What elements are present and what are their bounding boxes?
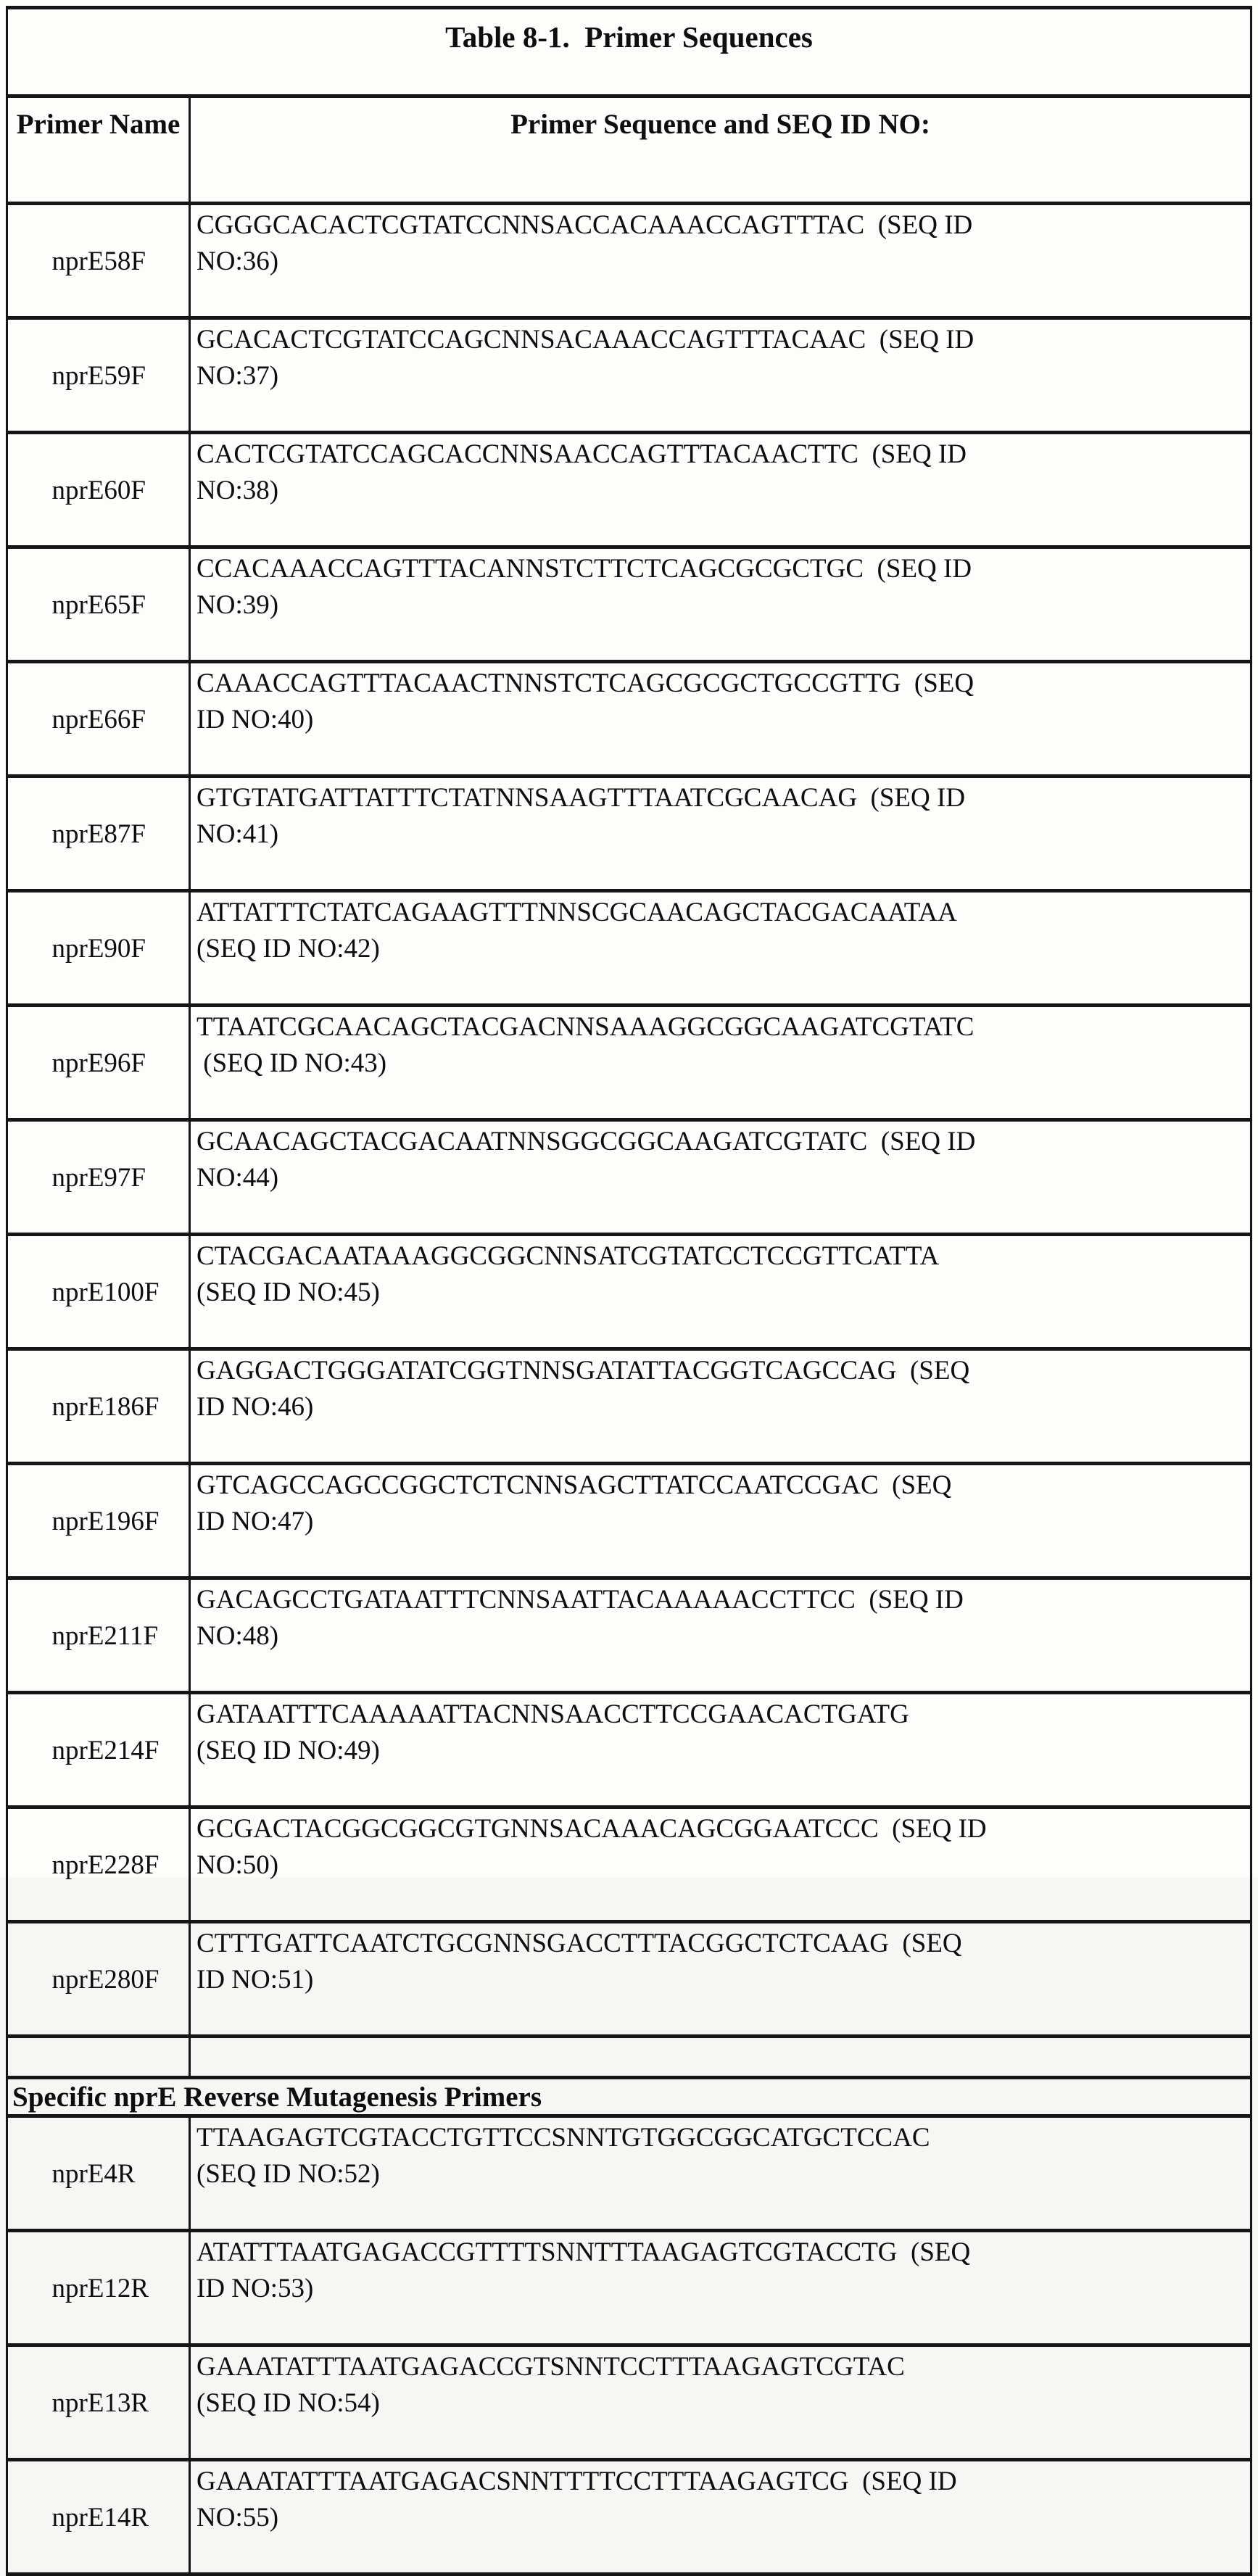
primer-sequence-line1: GAAATATTTAATGAGACSNNTTTTCCTTTAAGAGTCG (SEQ ID [196,2467,957,2496]
primer-name: nprE280F [51,1965,160,1995]
primer-name: nprE196F [51,1507,160,1536]
primer-sequence-line1: ATATTTAATGAGACCGTTTTSNNTTTAAGAGTCGTACCTG (SEQ [196,2237,971,2267]
primer-sequence-cell [190,2345,1251,2460]
empty-row [7,2037,1251,2078]
table-row [7,2460,1251,2575]
table-row [7,776,1251,891]
primer-sequence-cell [190,891,1251,1006]
primer-sequence-cell [190,1578,1251,1693]
primer-sequence-cell [190,1807,1251,1922]
primer-name: nprE96F [51,1048,146,1078]
primer-name: nprE87F [51,819,146,849]
primer-sequence-cell [190,2460,1251,2575]
primer-sequence-line1: GAGGACTGGGATATCGGTNNSGATATTACGGTCAGCCAG (SEQ [196,1356,970,1386]
forward-primer-rows [7,204,1251,2037]
primer-sequence-line1: CTACGACAATAAAGGCGGCNNSATCGTATCCTCCGTTCATTA [196,1241,940,1271]
primer-name-cell [7,318,190,433]
primer-sequence-line2: NO:36) [196,247,279,276]
primer-sequence-line1: TTAATCGCAACAGCTACGACNNSAAAGGCGGCAAGATCGTATC [196,1012,974,1042]
primer-sequence-line1: CGGGCACACTCGTATCCNNSACCACAAACCAGTTTAC (SEQ ID [196,210,973,240]
table-row [7,547,1251,662]
table-row [7,2231,1251,2345]
primer-sequence-line2: NO:41) [196,819,279,849]
primer-sequence-line1: CTTTGATTCAATCTGCGNNSGACCTTTACGGCTCTCAAG (SEQ [196,1929,962,1958]
primer-name-cell [7,2231,190,2345]
table-row [7,1349,1251,1464]
primer-sequence-line2: (SEQ ID NO:42) [196,934,380,964]
table-row [7,2345,1251,2460]
primer-sequence-cell [190,547,1251,662]
primer-sequence-cell [190,433,1251,547]
primer-name-cell [7,2345,190,2460]
primer-name: nprE65F [51,590,146,620]
primer-name-cell [7,1235,190,1349]
primer-name: nprE97F [51,1163,146,1193]
table-title: Table 8-1. Primer Sequences [7,8,1251,96]
primer-name-cell [7,204,190,318]
primer-sequence-cell [190,1349,1251,1464]
table-row [7,891,1251,1006]
primer-name-cell [7,2116,190,2231]
primer-sequence-line1: GAAATATTTAATGAGACCGTSNNTCCTTTAAGAGTCGTAC [196,2352,905,2382]
primer-name: nprE186F [51,1392,160,1422]
primer-name-cell [7,1349,190,1464]
primer-name-cell [7,662,190,776]
primer-sequence-cell [190,662,1251,776]
primer-sequence-cell [190,1922,1251,2037]
primer-sequence-line2: ID NO:51) [196,1965,314,1995]
primer-sequence-line2: (SEQ ID NO:49) [196,1736,380,1765]
empty-sequence-cell [190,2037,1251,2078]
table-header-row [7,96,1251,204]
primer-name-cell [7,2460,190,2575]
primer-sequence-cell [190,318,1251,433]
primer-sequence-line2: (SEQ ID NO:52) [196,2159,380,2189]
primer-name: nprE66F [51,705,146,734]
primer-sequence-cell [190,1464,1251,1578]
primer-sequence-cell [190,1120,1251,1235]
column-header-primer-name: Primer Name [7,96,190,204]
primer-sequence-line2: ID NO:53) [196,2274,314,2303]
primer-name-cell [7,776,190,891]
table-title-row [7,8,1251,96]
primer-sequence-line1: GTGTATGATTATTTCTATNNSAAGTTTAATCGCAACAG (SEQ ID [196,783,966,813]
spacer-and-section [7,2037,1251,2116]
table-row [7,204,1251,318]
primer-sequence-cell [190,776,1251,891]
primer-name: nprE59F [51,361,146,391]
primer-name-cell [7,1922,190,2037]
table-row [7,1807,1251,1922]
primer-name: nprE214F [51,1736,160,1765]
primer-name: nprE211F [51,1621,159,1651]
primer-sequence-line2: (SEQ ID NO:43) [196,1048,387,1078]
table-row [7,1464,1251,1578]
primer-name: nprE58F [51,247,146,276]
primer-sequence-line2: ID NO:40) [196,705,314,734]
primer-name-cell [7,891,190,1006]
table-row [7,318,1251,433]
primer-sequence-line2: (SEQ ID NO:45) [196,1277,380,1307]
primer-sequence-line1: CCACAAACCAGTTTACANNSTCTTCTCAGCGCGCTGC (SEQ ID [196,554,972,584]
table-row [7,2116,1251,2231]
primer-sequence-line2: NO:44) [196,1163,279,1193]
primer-sequence-line1: GCACACTCGTATCCAGCNNSACAAACCAGTTTACAAC (SEQ ID [196,325,974,355]
primer-sequence-line2: ID NO:47) [196,1507,314,1536]
table-row [7,433,1251,547]
primer-sequence-line1: GACAGCCTGATAATTTCNNSAATTACAAAAACCTTCC (SEQ ID [196,1585,964,1615]
table-row [7,1120,1251,1235]
primer-name: nprE13R [51,2388,149,2418]
table-row [7,1235,1251,1349]
primer-name: nprE14R [51,2503,149,2532]
table-row [7,1578,1251,1693]
table-row [7,1006,1251,1120]
primer-name: nprE228F [51,1850,160,1880]
primer-sequence-cell [190,2231,1251,2345]
primer-name-cell [7,1006,190,1120]
primer-name: nprE100F [51,1277,160,1307]
primer-name-cell [7,1807,190,1922]
section-header-row [7,2078,1251,2116]
primer-sequence-line2: NO:39) [196,590,279,620]
primer-name: nprE60F [51,476,146,505]
primer-sequence-line1: CACTCGTATCCAGCACCNNSAACCAGTTTACAACTTC (SEQ ID [196,439,967,469]
primer-name-cell [7,1120,190,1235]
empty-name-cell [7,2037,190,2078]
primer-name-cell [7,1693,190,1807]
primer-sequence-line2: NO:55) [196,2503,279,2532]
primer-sequence-line2: NO:48) [196,1621,279,1651]
primer-name-cell [7,433,190,547]
primer-sequence-line1: CAAACCAGTTTACAACTNNSTCTCAGCGCGCTGCCGTTG (SEQ [196,668,974,698]
primer-sequence-line2: (SEQ ID NO:54) [196,2388,380,2418]
primer-sequence-line1: GCGACTACGGCGGCGTGNNSACAAACAGCGGAATCCC (SEQ ID [196,1814,987,1844]
primer-sequence-line1: GATAATTTCAAAAATTACNNSAACCTTCCGAACACTGATG [196,1699,909,1729]
primer-sequence-line2: NO:50) [196,1850,279,1880]
table-row [7,1922,1251,2037]
primer-sequence-line1: ATTATTTCTATCAGAAGTTTNNSCGCAACAGCTACGACAATAA [196,898,957,927]
table-row [7,662,1251,776]
primer-sequence-line2: ID NO:46) [196,1392,314,1422]
primer-sequences-table [6,6,1252,2576]
primer-sequence-line2: NO:38) [196,476,279,505]
primer-sequence-cell [190,2116,1251,2231]
primer-sequence-line1: TTAAGAGTCGTACCTGTTCCSNNTGTGGCGGCATGCTCCAC [196,2123,930,2153]
primer-sequence-cell [190,1006,1251,1120]
primer-sequence-cell [190,204,1251,318]
table-row [7,1693,1251,1807]
section-header: Specific nprE Reverse Mutagenesis Primers [7,2078,1251,2116]
reverse-primer-rows [7,2116,1251,2575]
primer-name: nprE90F [51,934,146,964]
primer-name: nprE4R [51,2159,136,2189]
column-header-primer-sequence: Primer Sequence and SEQ ID NO: [190,96,1251,204]
primer-sequence-cell [190,1693,1251,1807]
primer-name-cell [7,1464,190,1578]
primer-name: nprE12R [51,2274,149,2303]
primer-sequence-cell [190,1235,1251,1349]
primer-sequence-line2: NO:37) [196,361,279,391]
primer-sequence-line1: GCAACAGCTACGACAATNNSGGCGGCAAGATCGTATC (SEQ ID [196,1127,976,1156]
primer-name-cell [7,547,190,662]
primer-name-cell [7,1578,190,1693]
primer-sequence-line1: GTCAGCCAGCCGGCTCTCNNSAGCTTATCCAATCCGAC (SEQ [196,1470,952,1500]
